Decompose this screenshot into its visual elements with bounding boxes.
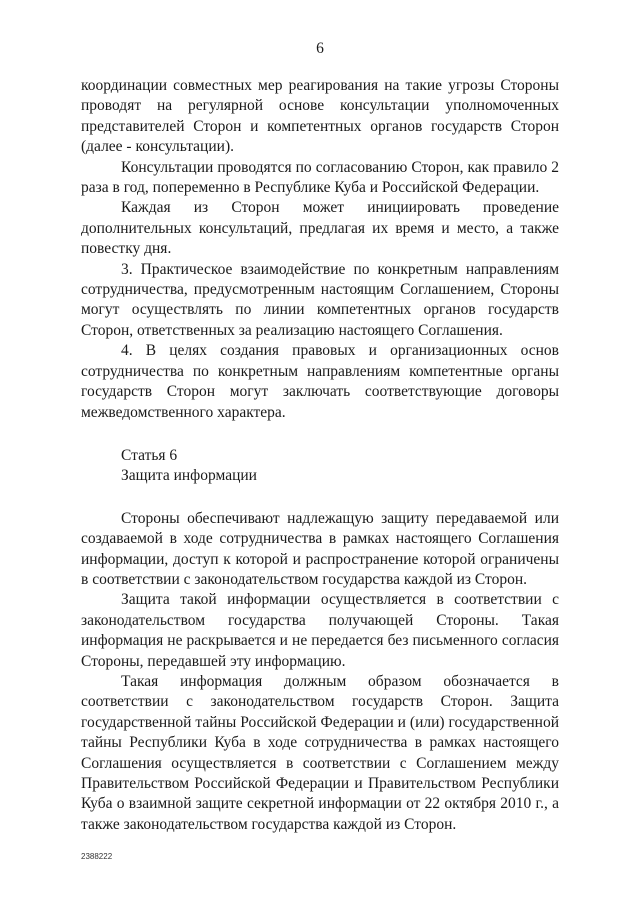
paragraph: 4. В целях создания правовых и организационных основ сотрудничества по конкретным направлениям компетентные органы государств Сторон могут заключать соответствующие договоры межведомственного характера. <box>81 342 559 421</box>
paragraph: Стороны обеспечивают надлежащую защиту передаваемой или создаваемой в ходе сотрудничества в рамках настоящего Соглашения информации, доступ к которой и распространение которой ограничены в соответствии с законодательством государства каждой из Сторон. <box>81 509 559 588</box>
paragraph: Каждая из Сторон может инициировать проведение дополнительных консультаций, предлагая их время и место, а также повестку дня. <box>81 199 559 258</box>
paragraph: Такая информация должным образом обозначается в соответствии с законодательством государств Сторон. Защита государственной тайны Российской Федерации и (или) государственной тайны Республики Куба в ходе сотрудничества в рамках настоящего Соглашения осуществляется в соответствии с Соглашением между Правительством Российской Федерации и Правительством Республики Куба о взаимной защите секретной информации от 22 октября 2010 г., а также законодательством государства каждой из Сторон. <box>81 672 559 833</box>
paragraph: Консультации проводятся по согласованию Сторон, как правило 2 раза в год, попеременно в Республике Куба и Российской Федерации. <box>81 158 559 197</box>
article-number: Статья 6 <box>121 446 178 464</box>
paragraph: 3. Практическое взаимодействие по конкретным направлениям сотрудничества, предусмотренным настоящим Соглашением, Стороны могут осуществлять по линии компетентных органов государств Сторон, ответственных за реализацию настоящего Соглашения. <box>81 260 559 339</box>
document-code: 2388222 <box>81 852 113 861</box>
paragraph-continuation: координации совместных мер реагирования на такие угрозы Стороны проводят на регулярной основе консультации уполномоченных представителей Сторон и компетентных органов государств Сторон (далее - консультации). <box>81 77 559 156</box>
article-title: Защита информации <box>121 467 257 485</box>
paragraph: Защита такой информации осуществляется в соответствии с законодательством государства получающей Стороны. Такая информация не раскрывается и не передается без письменного согласия Стороны, передавшей эту информацию. <box>81 591 559 670</box>
document-body <box>81 76 559 835</box>
page-number: 6 <box>316 40 324 57</box>
article-heading <box>81 446 559 487</box>
